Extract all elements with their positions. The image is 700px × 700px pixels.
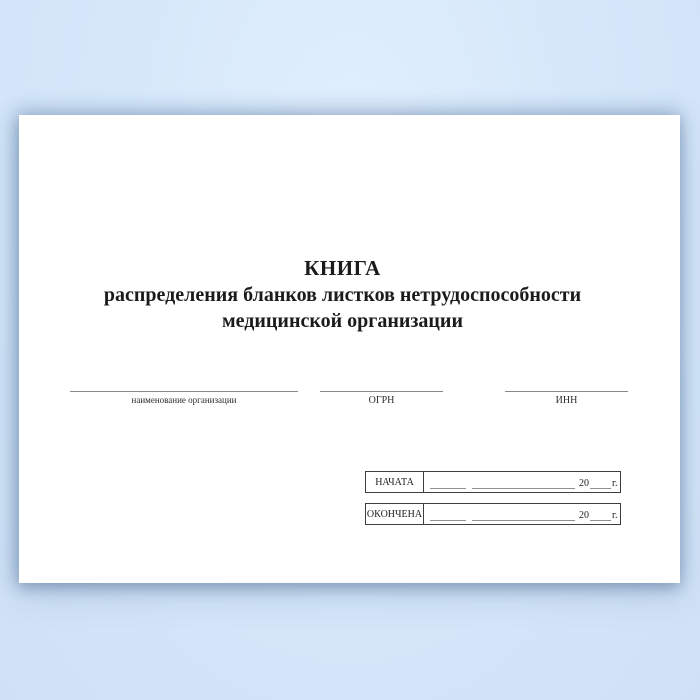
finished-day-blank-line — [430, 518, 466, 521]
document-title: КНИГА — [304, 256, 381, 280]
organization-name-blank-line — [70, 375, 298, 392]
organization-name-label: наименование организации — [131, 395, 237, 405]
finished-row — [365, 503, 621, 525]
started-day-blank-line — [430, 486, 466, 489]
organization-name-field — [70, 375, 298, 405]
document-page — [19, 115, 680, 583]
started-year-blank-line — [590, 486, 611, 489]
ogrn-field — [320, 375, 443, 406]
document-subtitle-line-1: распределения бланков листков нетрудоспособности — [103, 284, 582, 306]
ogrn-blank-line — [320, 375, 443, 392]
started-row — [365, 471, 621, 493]
inn-field — [505, 375, 628, 406]
started-row-value-cell — [424, 472, 620, 492]
finished-year-suffix: г. — [612, 510, 618, 521]
finished-year-blank-line — [590, 518, 611, 521]
finished-month-blank-line — [472, 518, 575, 521]
started-year-prefix: 20 — [579, 478, 589, 489]
document-title-block — [19, 255, 666, 334]
inn-label: ИНН — [555, 395, 578, 406]
finished-year-prefix: 20 — [579, 510, 589, 521]
started-row-label: НАЧАТА — [366, 472, 424, 492]
inn-blank-line — [505, 375, 628, 392]
started-month-blank-line — [472, 486, 575, 489]
ogrn-label: ОГРН — [368, 395, 395, 406]
started-year-suffix: г. — [612, 478, 618, 489]
document-subtitle-line-2: медицинской организации — [222, 310, 463, 332]
finished-row-value-cell — [424, 504, 620, 524]
finished-row-label: ОКОНЧЕНА — [366, 504, 424, 524]
